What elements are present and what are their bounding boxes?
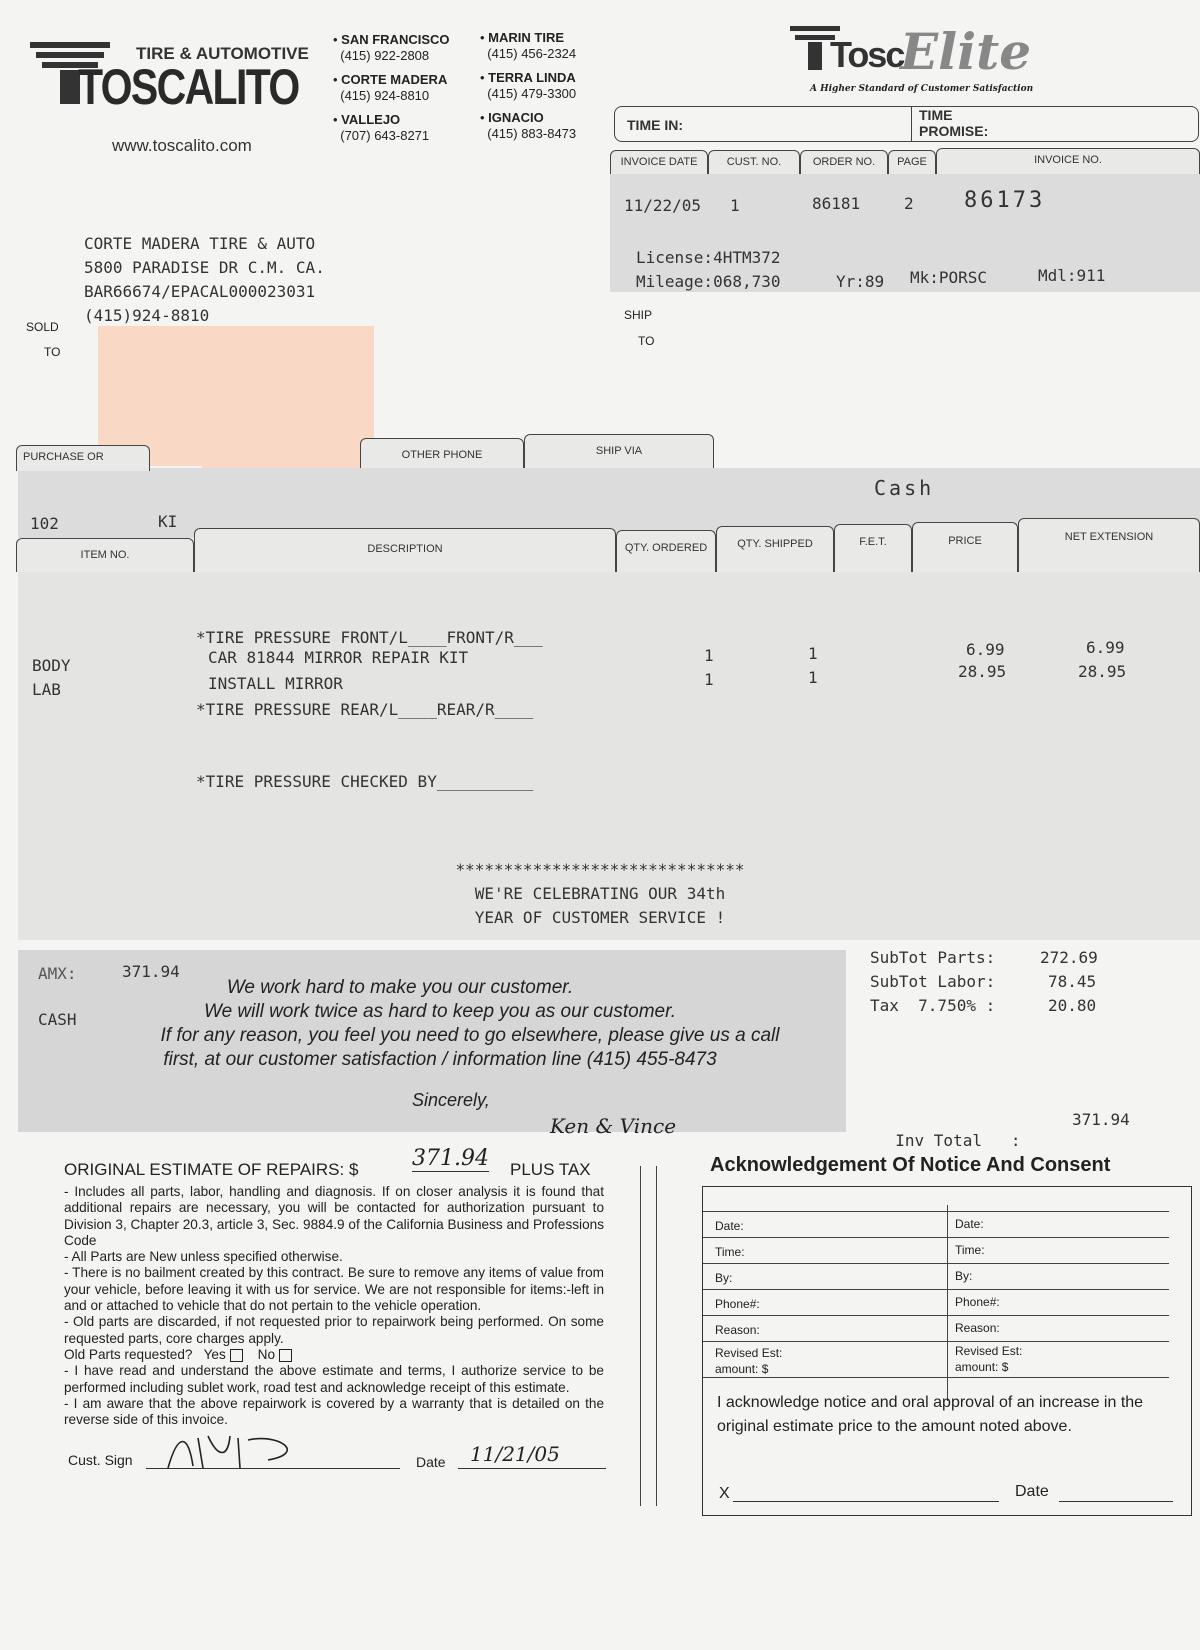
tab-cust-no: CUST. NO. xyxy=(708,150,800,174)
signature-row xyxy=(64,1438,604,1478)
yes-checkbox[interactable] xyxy=(230,1349,243,1362)
totals-block xyxy=(870,946,1098,1018)
celebration-line: WE'RE CELEBRATING OUR 34th xyxy=(474,884,726,903)
col-item-no: ITEM NO. xyxy=(16,538,194,572)
net-extension: 6.99 xyxy=(1086,638,1125,657)
ack-statement: I acknowledge notice and oral approval of an increase in the original estimate price to the amount noted above. xyxy=(717,1394,1144,1435)
ack-signature-line[interactable] xyxy=(733,1501,999,1502)
model-value: Mdl:911 xyxy=(1038,266,1106,285)
sold-to-label: TO xyxy=(44,345,61,359)
tab-ship-via: SHIP VIA xyxy=(524,434,714,468)
address-line: 5800 PARADISE DR C.M. CA. xyxy=(84,258,325,277)
shop-address xyxy=(84,232,325,328)
sold-label: SOLD xyxy=(26,320,59,334)
price: 6.99 xyxy=(966,640,1005,659)
message-line: If for any reason, you feel you need to go elsewhere, please give us a call xyxy=(160,1025,780,1046)
net-extension: 28.95 xyxy=(1078,662,1127,681)
terms-paragraph: - Old parts are discarded, if not requested prior to repairwork being performed. On some requested parts, core charges apply. xyxy=(64,1314,604,1346)
inv-total: Inv Total : 371.94 xyxy=(895,1110,1130,1150)
qty-ordered: 1 xyxy=(704,646,714,665)
tab-page: PAGE xyxy=(888,150,936,174)
qty-shipped: 1 xyxy=(808,644,818,663)
amx-label: AMX: xyxy=(38,964,77,983)
brand-top: TIRE & AUTOMOTIVE xyxy=(136,44,309,63)
celebration-line: YEAR OF CUSTOMER SERVICE ! xyxy=(474,908,726,927)
cust-no-value: 1 xyxy=(730,196,740,215)
tab-purchase-order: PURCHASE OR xyxy=(16,445,150,471)
item-no: LAB xyxy=(32,680,61,699)
ack-row-phone: Phone#: Phone#: xyxy=(715,1295,1000,1311)
time-promise-label: TIME PROMISE: xyxy=(919,107,989,139)
amx-value: 371.94 xyxy=(122,962,180,981)
make-value: Mk:PORSC xyxy=(910,268,988,287)
brand-name: TOSCALITO xyxy=(78,59,299,115)
ack-date-line[interactable] xyxy=(1059,1501,1173,1502)
note-line: *TIRE PRESSURE FRONT/L____FRONT/R___ xyxy=(196,628,543,647)
time-box xyxy=(614,106,1199,142)
acknowledgement-title: Acknowledgement Of Notice And Consent xyxy=(710,1154,1111,1176)
signature-ken-vince: Ken & Vince xyxy=(550,1114,677,1138)
website-link[interactable]: www.toscalito.com xyxy=(112,136,252,155)
note-line: *TIRE PRESSURE CHECKED BY__________ xyxy=(196,772,534,791)
note-line: *TIRE PRESSURE REAR/L____REAR/R____ xyxy=(196,700,534,719)
terms-paragraph: - I have read and understand the above estimate and terms, I authorize service to be performed including sublet work, road test and acknowledge receipt of this estimate. xyxy=(64,1363,604,1395)
po-value: 102 xyxy=(30,514,59,533)
time-in-label: TIME IN: xyxy=(627,117,683,133)
location-item: • IGNACIO (415) 883-8473 xyxy=(480,110,577,141)
date-value: 11/21/05 xyxy=(470,1442,560,1467)
ship-label: SHIP xyxy=(624,308,653,322)
item-desc: INSTALL MIRROR xyxy=(208,674,343,693)
subtotal-parts: SubTot Parts: 272.69 xyxy=(870,948,1098,967)
ack-row-time: Time: Time: xyxy=(715,1243,985,1259)
estimate-title: ORIGINAL ESTIMATE OF REPAIRS: $ 371.94 PLUS TAX xyxy=(64,1146,591,1179)
order-no-value: 86181 xyxy=(812,194,861,213)
mileage-value: Mileage:068,730 xyxy=(636,272,781,291)
item-no: BODY xyxy=(32,656,71,675)
cust-sign-label: Cust. Sign xyxy=(68,1452,133,1469)
price: 28.95 xyxy=(958,662,1007,681)
location-item: • SAN FRANCISCO (415) 922-2808 xyxy=(333,32,450,63)
invoice-no-value: 86173 xyxy=(964,188,1046,213)
person-value: KI xyxy=(158,512,178,531)
col-description: DESCRIPTION xyxy=(194,528,616,572)
tosc-elite-logo xyxy=(790,20,1050,100)
message-line: We work hard to make you our customer. xyxy=(226,977,574,998)
estimate-section xyxy=(64,1146,604,1478)
ack-row-by: By: By: xyxy=(715,1269,973,1285)
address-line: (415)924-8810 xyxy=(84,306,210,325)
handwritten-amount: 371.94 xyxy=(412,1146,489,1171)
subtotal-labor: SubTot Labor: 78.45 xyxy=(870,972,1097,991)
license-value: License:4HTM372 xyxy=(636,248,781,267)
qty-ordered: 1 xyxy=(704,670,714,689)
page-value: 2 xyxy=(904,194,914,213)
date-line[interactable] xyxy=(458,1468,606,1469)
address-line: CORTE MADERA TIRE & AUTO xyxy=(84,234,316,253)
address-line: BAR66674/EPACAL000023031 xyxy=(84,282,316,301)
col-qty-ordered: QTY. ORDERED xyxy=(616,530,716,572)
elite-tagline: A Higher Standard of Customer Satisfaction xyxy=(810,84,1034,94)
item-desc: CAR 81844 MIRROR REPAIR KIT xyxy=(208,648,469,667)
invoice-date-value: 11/22/05 xyxy=(624,196,702,215)
tire-notes xyxy=(196,578,543,818)
old-parts-row: Old Parts requested? Yes No xyxy=(64,1347,604,1363)
elite-logo-right: Elite xyxy=(900,22,1032,81)
qty-shipped: 1 xyxy=(808,668,818,687)
locations-col-1 xyxy=(333,32,473,152)
section-divider xyxy=(656,1166,657,1506)
ack-date-label: Date xyxy=(1015,1483,1049,1500)
col-price: PRICE xyxy=(912,522,1018,572)
elite-logo-left: Tosc xyxy=(830,34,904,75)
customer-message xyxy=(80,976,860,1072)
tab-other-phone: OTHER PHONE xyxy=(360,438,524,468)
location-item: • TERRA LINDA (415) 479-3300 xyxy=(480,70,577,101)
cash-label: CASH xyxy=(38,1010,77,1029)
acknowledgement-box xyxy=(702,1186,1192,1516)
terms-paragraph: - There is no bailment created by this contract. Be sure to remove any items of value from your vehicle, before leaving it with us for service. We are not responsible for items:-left in and or attached to vehicle that do not pertain to the vehicle operation. xyxy=(64,1265,604,1314)
col-fet: F.E.T. xyxy=(834,524,912,572)
tab-invoice-date: INVOICE DATE xyxy=(610,150,708,174)
ship-to-label: TO xyxy=(638,334,655,348)
ship-via-value: Cash xyxy=(874,476,935,500)
ack-row-reason: Reason: Reason: xyxy=(715,1321,1000,1337)
col-net-extension: NET EXTENSION xyxy=(1018,518,1200,572)
stars-line: ****************************** xyxy=(455,860,745,879)
sincerely: Sincerely, xyxy=(412,1090,490,1110)
terms-paragraph: - All Parts are New unless specified otherwise. xyxy=(64,1249,343,1265)
message-line: We will work twice as hard to keep you as our customer. xyxy=(203,1001,677,1022)
ack-x-label: X xyxy=(719,1485,730,1502)
estimate-terms xyxy=(64,1184,604,1428)
tab-invoice-no: INVOICE NO. xyxy=(936,148,1200,174)
col-qty-shipped: QTY. SHIPPED xyxy=(716,526,834,572)
tax-line: Tax 7.750% : 20.80 xyxy=(870,996,1097,1015)
celebration-message xyxy=(400,858,800,930)
locations-col-2 xyxy=(480,30,620,150)
location-item: • MARIN TIRE (415) 456-2324 xyxy=(480,30,577,61)
time-divider xyxy=(911,107,912,141)
message-line: first, at our customer satisfaction / information line (415) 455-8473 xyxy=(163,1049,717,1070)
toscalito-logo xyxy=(30,40,320,130)
tab-order-no: ORDER NO. xyxy=(800,150,888,174)
terms-paragraph: - I am aware that the above repairwork is covered by a warranty that is detailed on the reverse side of this invoice. xyxy=(64,1395,604,1428)
year-value: Yr:89 xyxy=(836,272,885,291)
no-checkbox[interactable] xyxy=(279,1349,292,1362)
location-item: • VALLEJO (707) 643-8271 xyxy=(333,112,430,143)
terms-paragraph: - Includes all parts, labor, handling and diagnosis. If on closer analysis it is found that additional repairs are necessary, you will be contacted for authorization pursuant to Division 3, Chapter 20.3, article 3, Sec. 9884.9 of the California Business and Professions Code xyxy=(64,1184,604,1248)
customer-signature-scribble xyxy=(158,1428,358,1472)
location-item: • CORTE MADERA (415) 924-8810 xyxy=(333,72,448,103)
date-label: Date xyxy=(416,1454,446,1471)
ack-row-date: Date: Date: xyxy=(715,1217,984,1233)
section-divider xyxy=(640,1166,641,1506)
ack-row-revised: Revised Est: amount: $ Revised Est: amount: $ xyxy=(715,1344,1023,1376)
